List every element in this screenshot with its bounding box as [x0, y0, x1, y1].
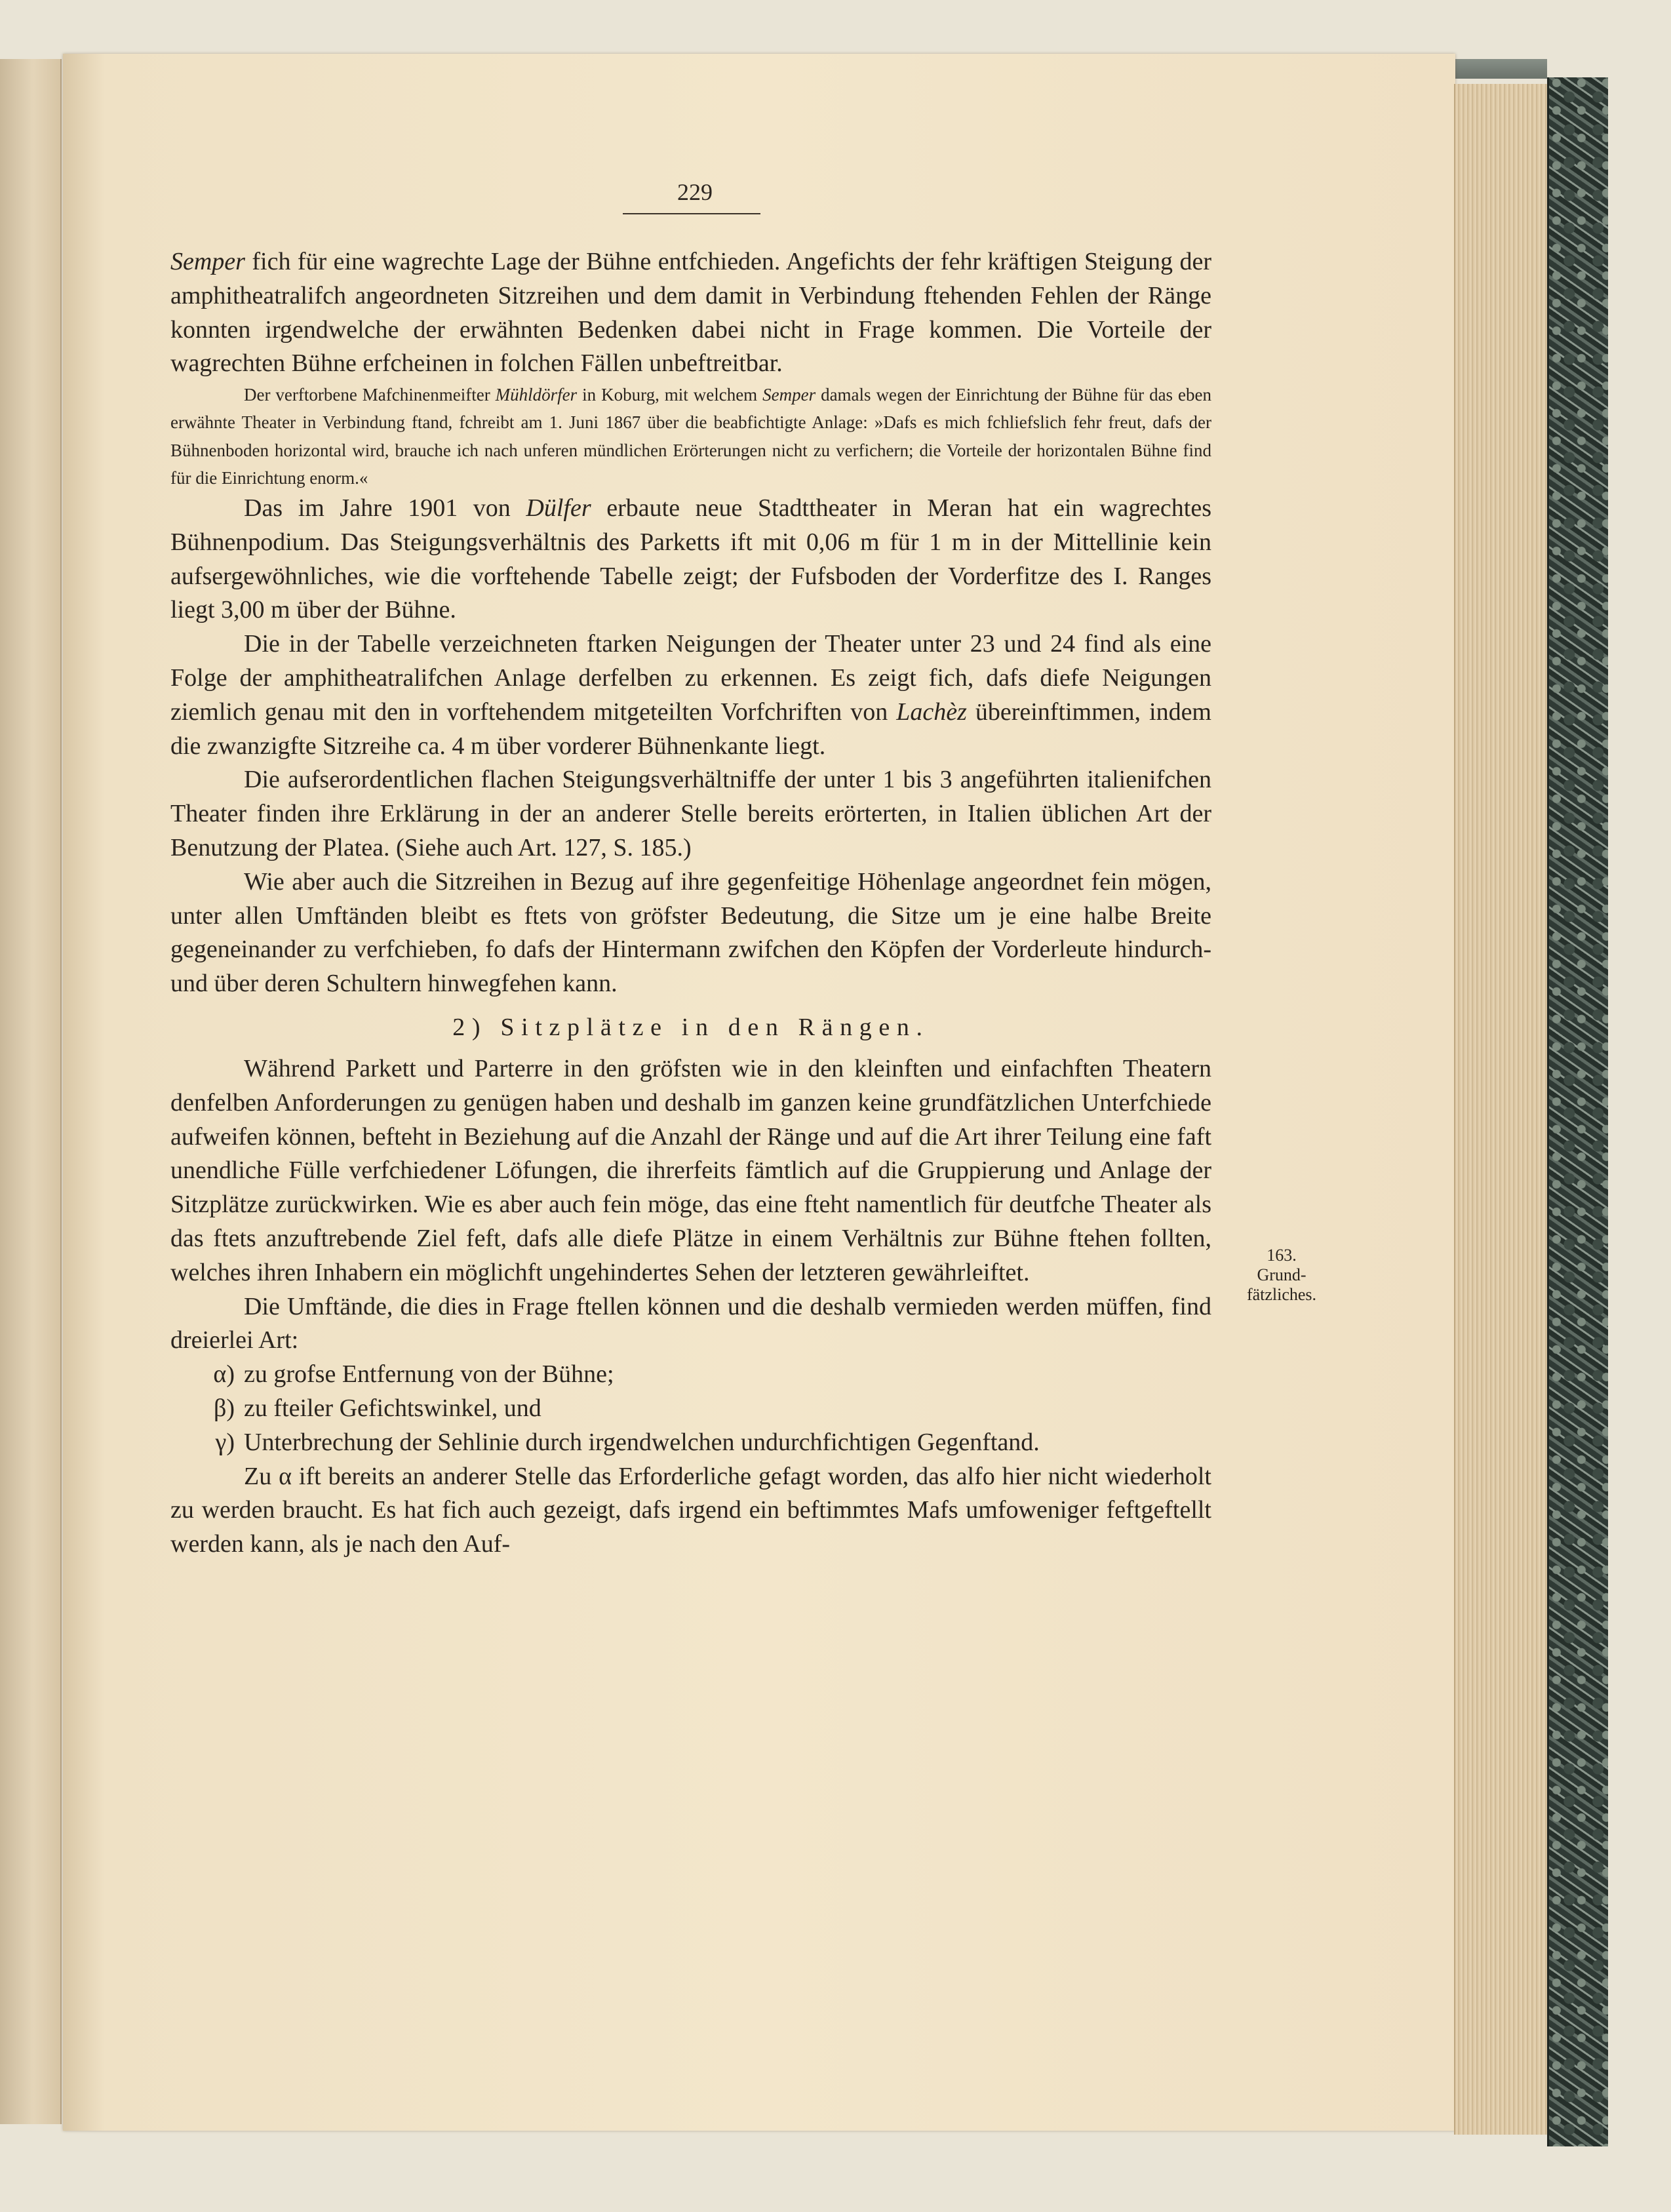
footnote-text-2: in Koburg, mit welchem: [577, 385, 763, 405]
paragraph-meran: [170, 492, 1211, 627]
page-number-rule: [623, 213, 760, 214]
margin-note-line1: Grund-: [1257, 1265, 1307, 1284]
list-text: zu fteiler Gefichtswinkel, und: [244, 1394, 541, 1422]
name-lachez: Lachèz: [896, 698, 967, 726]
paragraph-final: Zu α ift bereits an anderer Stelle das Erforderliche gefagt worden, das alfo hier nicht wiederholt zu werden braucht. Es hat fich auch gezeigt, dafs irgend ein beftimmtes Mafs umfoweniger feftgeftellt werden kann, als je nach den Auf-: [170, 1462, 1211, 1558]
main-text-top: [170, 245, 1211, 381]
paragraph-tabelle: [170, 627, 1211, 763]
name-semper-note: Semper: [762, 385, 816, 405]
list-text: Unterbrechung der Sehlinie durch irgendwelchen undurchfichtigen Gegenftand.: [244, 1428, 1040, 1456]
page-block-edges: [1454, 84, 1554, 2135]
tabelle-text-2: übereinftimmen, indem die zwanzigfte Sitzreihe ca. 4 m über vorderer Bühnenkante liegt.: [170, 698, 1211, 760]
paragraph-semper: [170, 245, 1211, 381]
margin-note: [1232, 1246, 1331, 1305]
tabelle-text-1: Die in der Tabelle verzeichneten ftarken Neigungen der Theater unter 23 und 24 find als eine Folge der amphitheatralifchen Anlage derfelben zu erkennen. Es zeigt fich, dafs diefe Neigungen ziemlich genau mit den in vorftehendem mitgeteilten Vorfchriften von: [170, 630, 1211, 726]
list: [170, 1358, 1211, 1459]
paragraph-italien: Die aufserordentlichen flachen Steigungsverhältniffe der unter 1 bis 3 angeführten italienifchen Theater finden ihre Erklärung in der an anderer Stelle bereits erörterten, in Italien üblichen Art der Benutzung der Platea. (Siehe auch Art. 127, S. 185.): [170, 766, 1211, 861]
footnote-text-1: Der verftorbene Mafchinenmeifter: [244, 385, 496, 405]
footnote-block: [170, 381, 1211, 492]
paragraph-umstaende: Die Umftände, die dies in Frage ftellen können und die deshalb vermieden werden müffen, find dreierlei Art:: [170, 1292, 1211, 1354]
name-muehldoerfer: Mühldörfer: [495, 385, 578, 405]
list-marker: α): [213, 1360, 235, 1389]
meran-text-2: erbaute neue Stadttheater in Meran hat ein wagrechtes Bühnenpodium. Das Steigungsverhältnis des Parketts ift mit 0,06 m für 1 m in der Mittellinie kein aufsergewöhnliches, wie die vorftehende Tabelle zeigt; der Fufsboden der Vorderfitze des I. Ranges liegt 3,00 m über der Bühne.: [170, 494, 1212, 624]
list-marker: β): [214, 1394, 235, 1422]
meran-text-1: Das im Jahre 1901 von: [244, 494, 526, 522]
left-page-edge: [0, 59, 62, 2124]
footnote-text-3: damals wegen der Einrichtung der Bühne für das eben erwähnte Theater in Verbindung ftand, fchreibt am 1. Juni 1867 über die beabfichtigte Anlage: »Dafs es mich fchliefslich fehr freut, dafs der Bühnenboden horizontal wird, brauche ich nach unferen mündlichen Erörterungen nicht zu verfichern; die Vorteile der horizontalen Bühne find für die Einrichtung enorm.«: [170, 385, 1211, 488]
name-semper: Semper: [170, 248, 245, 275]
margin-note-number: 163.: [1267, 1246, 1297, 1265]
page-content: [170, 245, 1211, 1562]
list-item: [170, 1426, 1211, 1460]
paragraph-sitzreihen: Wie aber auch die Sitzreihen in Bezug auf ihre gegenfeitige Höhenlage angeordnet fein mögen, unter allen Umftänden bleibt es ftets von gröfster Bedeutung, die Sitze um je eine halbe Breite gegeneinander zu verfchieben, fo dafs der Hintermann zwifchen den Köpfen der Vorderleute hindurch- und über deren Schultern hinwegfehen kann.: [170, 867, 1211, 998]
margin-note-line2: fätzliches.: [1246, 1285, 1317, 1304]
name-duelfer: Dülfer: [526, 494, 591, 522]
section-heading: 2) Sitzplätze in den Rängen.: [452, 1013, 930, 1041]
footnote-muehldoerfer: [170, 381, 1211, 492]
list-item: [170, 1358, 1211, 1392]
list-text: zu grofse Entfernung von der Bühne;: [244, 1360, 614, 1389]
paragraph-parkett: Während Parkett und Parterre in den gröfsten wie in den kleinften und einfachften Theatern denfelben Anforderungen zu genügen haben und deshalb im ganzen keine grundfätzlichen Unterfchiede aufweifen können, befteht in Beziehung auf die Anzahl der Ränge und auf die Art ihrer Teilung eine faft unendliche Fülle verfchiedener Löfungen, die ihrerfeits fämtlich auf die Gruppierung und Anlage der Sitzplätze zurückwirken. Wie es aber auch fein möge, das eine fteht namentlich für deutfche Theater als das ftets anzuftrebende Ziel feft, dafs alle diefe Plätze in einem Verhältnis zur Bühne ftehen follten, welches ihren Inhabern ein möglichft ungehindertes Sehen der letzteren gewährleiftet.: [170, 1054, 1211, 1286]
main-text-body: [170, 492, 1211, 1562]
list-marker: γ): [215, 1428, 235, 1456]
marbled-cover: [1547, 77, 1608, 2146]
paragraph-semper-text: fich für eine wagrechte Lage der Bühne entfchieden. Angefichts der fehr kräftigen Steigung der amphitheatralifch angeordneten Sitzreihen und dem damit in Verbindung ftehenden Fehlen der Ränge konnten irgendwelche der erwähnten Bedenken dabei nicht in Frage kommen. Die Vorteile der wagrechten Bühne erfcheinen in folchen Fällen unbeftreitbar.: [170, 248, 1211, 378]
page-number: 229: [677, 179, 713, 205]
list-item: [170, 1392, 1211, 1426]
